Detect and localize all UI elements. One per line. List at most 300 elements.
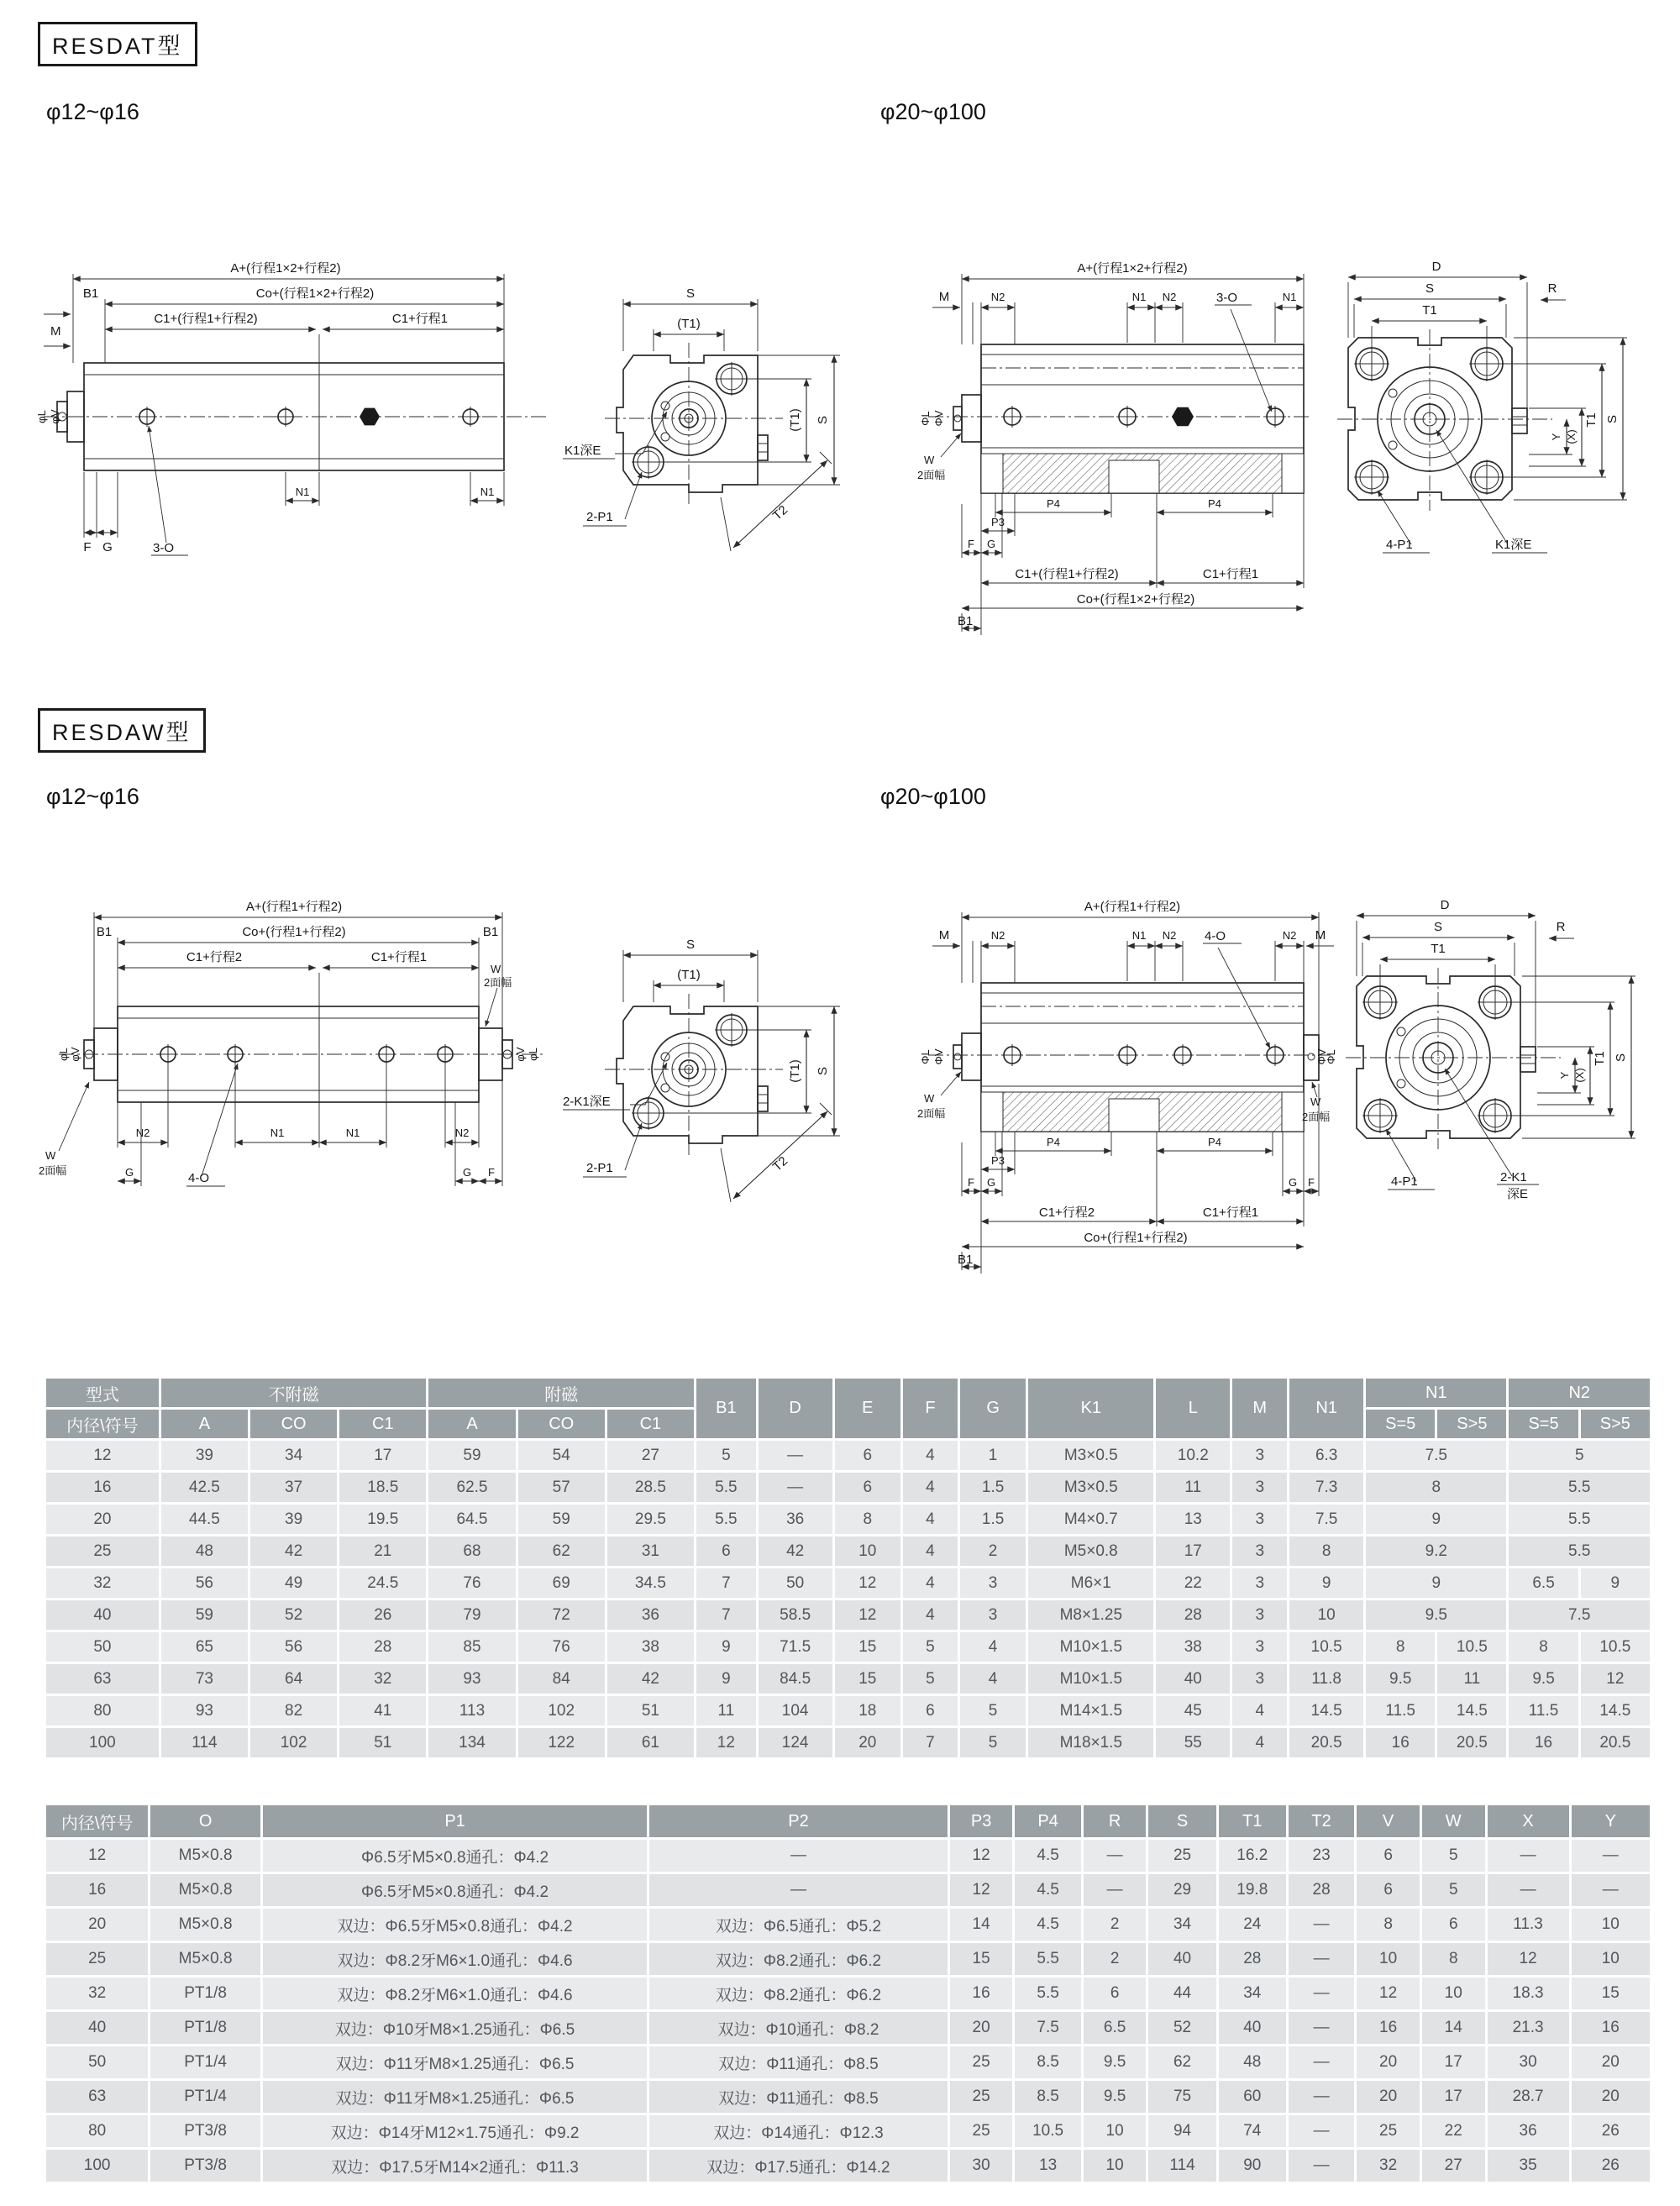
dim-label-g: G: [1288, 1176, 1298, 1189]
data-cell: —: [1289, 2081, 1354, 2113]
data-cell: 10.5: [1289, 1632, 1363, 1662]
data-cell: 32: [1357, 2150, 1420, 2182]
dim-label-y: Y: [1550, 433, 1562, 441]
data-cell: 4: [903, 1600, 958, 1630]
table-row: [46, 1632, 1650, 1662]
data-cell: 72: [518, 1600, 605, 1630]
data-cell: 24: [1219, 1909, 1286, 1941]
bore-cell: 16: [46, 1473, 159, 1502]
data-cell: 39: [250, 1505, 337, 1534]
data-cell: 9: [696, 1664, 756, 1694]
data-cell: 双边：Φ14牙M12×1.75通孔：Φ9.2: [263, 2115, 647, 2147]
data-cell: 102: [518, 1696, 605, 1725]
leader-lines: [59, 988, 497, 1186]
bore-cell: 32: [46, 1568, 159, 1598]
data-cell: 18.5: [339, 1473, 426, 1502]
data-cell: 4: [960, 1664, 1026, 1694]
data-cell: 5.5: [1015, 1943, 1080, 1975]
data-cell: 9: [696, 1632, 756, 1662]
dim-label-d: D: [1431, 260, 1441, 274]
data-cell: 28: [339, 1632, 426, 1662]
data-cell: 22: [1422, 2115, 1485, 2147]
data-cell: 34: [250, 1441, 337, 1470]
table-row: [46, 1805, 1650, 1837]
data-cell: 134: [428, 1728, 515, 1757]
bore-cell: 40: [46, 1600, 159, 1630]
data-cell: 4.5: [1015, 1874, 1080, 1906]
data-cell: 6: [1357, 1874, 1420, 1906]
dim-label-p3: P3: [991, 1154, 1005, 1167]
body-outline: [928, 983, 1331, 1132]
data-cell: 14.5: [1289, 1696, 1363, 1725]
data-cell: 93: [161, 1696, 248, 1725]
data-cell: 42: [607, 1664, 694, 1694]
data-cell: 6: [903, 1696, 958, 1725]
resdat-small-side-drawing: [34, 252, 563, 571]
data-cell: 6.5: [1509, 1568, 1578, 1598]
data-cell: 8.5: [1015, 2081, 1080, 2113]
data-cell: 19.8: [1219, 1874, 1286, 1906]
data-cell: 55: [1156, 1728, 1230, 1757]
data-cell: 双边：Φ8.2牙M6×1.0通孔：Φ4.6: [263, 1943, 647, 1975]
data-cell: 10.5: [1437, 1632, 1506, 1662]
bore-cell: 12: [46, 1441, 159, 1470]
header-cell: T1: [1219, 1805, 1286, 1837]
data-cell: 双边：Φ8.2通孔：Φ6.2: [649, 1978, 948, 2009]
header-cell: C1: [607, 1410, 694, 1438]
bore-cell: 80: [46, 2115, 148, 2147]
data-cell: 56: [161, 1568, 248, 1598]
data-cell: 75: [1148, 2081, 1215, 2113]
data-cell: 4: [903, 1505, 958, 1534]
data-cell: 40: [1156, 1664, 1230, 1694]
data-cell: 62: [1148, 2046, 1215, 2078]
data-cell: 8: [1357, 1909, 1420, 1941]
header-cell: P4: [1015, 1805, 1080, 1837]
bore-range-small: φ12~φ16: [46, 784, 139, 809]
header-cell: P1: [263, 1805, 647, 1837]
data-cell: 10: [1572, 1943, 1650, 1975]
bore-cell: 32: [46, 1978, 148, 2009]
dim-label-t1-right: (T1): [788, 408, 802, 432]
data-cell: 5.5: [1509, 1505, 1650, 1534]
dim-label-n1: N1: [1131, 929, 1147, 942]
data-cell: 14.5: [1437, 1696, 1506, 1725]
header-n2-group: N2: [1509, 1379, 1650, 1407]
table-row: [46, 1505, 1650, 1534]
data-cell: 双边：Φ11牙M8×1.25通孔：Φ6.5: [263, 2081, 647, 2113]
bore-range-small: φ12~φ16: [46, 99, 139, 124]
data-cell: —: [1572, 1840, 1650, 1872]
data-cell: 5.5: [696, 1473, 756, 1502]
data-cell: 7: [903, 1728, 958, 1757]
data-cell: 6: [835, 1441, 900, 1470]
data-cell: PT3/8: [150, 2150, 260, 2182]
data-cell: 4: [903, 1536, 958, 1566]
data-cell: 52: [250, 1600, 337, 1630]
dim-label-s: S: [1433, 920, 1443, 934]
data-cell: 6: [1357, 1840, 1420, 1872]
dim-label-p3: P3: [991, 516, 1005, 528]
data-cell: 52: [1148, 2012, 1215, 2044]
dim-label-c1-left: C1+(行程1+行程2): [154, 312, 258, 326]
data-cell: 29: [1148, 1874, 1215, 1906]
dim-label-n1: N1: [295, 486, 310, 498]
data-cell: 39: [161, 1441, 248, 1470]
data-cell: 17: [1156, 1536, 1230, 1566]
dim-label-w: W: [45, 1149, 56, 1162]
header-cell: Y: [1572, 1805, 1650, 1837]
resdat-large-side-drawing: [916, 252, 1319, 638]
data-cell: 51: [607, 1696, 694, 1725]
dim-label-2k1: 2-K1: [1500, 1170, 1527, 1184]
data-cell: 58.5: [759, 1600, 832, 1630]
data-cell: 11.5: [1509, 1696, 1578, 1725]
extension-lines: [1348, 282, 1627, 500]
data-cell: 7.5: [1509, 1600, 1650, 1630]
data-cell: 8: [1366, 1473, 1506, 1502]
data-cell: 9.5: [1084, 2046, 1147, 2078]
data-cell: 10: [1084, 2150, 1147, 2182]
header-cell: P2: [649, 1805, 948, 1837]
header-cell: 内径\符号: [46, 1410, 159, 1438]
data-cell: 68: [428, 1536, 515, 1566]
dim-label-m: M: [938, 290, 950, 304]
header-cell: N1: [1289, 1379, 1363, 1438]
dim-label-w: W: [924, 1092, 935, 1105]
data-cell: 90: [1219, 2150, 1286, 2182]
dim-label-n2: N2: [1162, 291, 1177, 303]
table-row: [46, 1943, 1650, 1975]
header-cell: V: [1357, 1805, 1420, 1837]
resdat-small-end-drawing: [563, 252, 924, 571]
data-cell: 64.5: [428, 1505, 515, 1534]
table-row: [46, 1696, 1650, 1725]
data-cell: 9.5: [1366, 1600, 1506, 1630]
data-cell: —: [1289, 2115, 1354, 2147]
dim-label-c1-right: C1+行程1: [1202, 567, 1259, 581]
resdat-large-end-drawing: [1327, 252, 1663, 571]
header-cell: O: [150, 1805, 260, 1837]
data-cell: 5.5: [1509, 1536, 1650, 1566]
data-cell: 6.5: [1084, 2012, 1147, 2044]
dim-label-phi-l: ΦL: [919, 1049, 932, 1064]
data-cell: 62: [518, 1536, 605, 1566]
data-cell: 18.3: [1488, 1978, 1569, 2009]
table-row: [46, 1473, 1650, 1502]
data-cell: 5: [903, 1632, 958, 1662]
dim-label-w2: 2面幅: [917, 469, 946, 481]
data-cell: 双边：Φ8.2通孔：Φ6.2: [649, 1943, 948, 1975]
body-outline: [59, 1006, 546, 1102]
data-cell: 16: [1357, 2012, 1420, 2044]
dim-label-4o: 4-O: [1205, 929, 1226, 943]
bore-cell: 50: [46, 1632, 159, 1662]
data-cell: 7: [696, 1600, 756, 1630]
data-cell: 44.5: [161, 1505, 248, 1534]
data-cell: M3×0.5: [1028, 1473, 1153, 1502]
data-cell: 62.5: [428, 1473, 515, 1502]
dim-label-n2: N2: [1162, 929, 1177, 942]
table-row: [46, 1728, 1650, 1757]
leader-lines: [941, 943, 1317, 1097]
dim-label-phi-v: ΦV: [932, 1048, 945, 1065]
dim-label-s: S: [1425, 281, 1435, 296]
data-cell: 8: [1422, 1943, 1485, 1975]
data-cell: —: [1289, 1978, 1354, 2009]
data-cell: 36: [607, 1600, 694, 1630]
data-cell: 10.5: [1015, 2115, 1080, 2147]
data-cell: 28.7: [1488, 2081, 1569, 2113]
bore-cell: 25: [46, 1536, 159, 1566]
data-cell: 7.5: [1289, 1505, 1363, 1534]
dim-label-s-right: S: [816, 1066, 830, 1076]
data-cell: 9: [1581, 1568, 1650, 1598]
data-cell: 双边：Φ11通孔：Φ8.5: [649, 2081, 948, 2113]
dim-label-p4: P4: [1047, 1136, 1060, 1148]
data-cell: 59: [161, 1600, 248, 1630]
dim-label-b1: B1: [82, 286, 99, 301]
header-no-magnet: 不附磁: [161, 1379, 427, 1407]
dim-label-co: Co+(行程1×2+行程2): [255, 286, 375, 301]
data-cell: 2: [960, 1536, 1026, 1566]
data-cell: M10×1.5: [1028, 1664, 1153, 1694]
data-cell: 113: [428, 1696, 515, 1725]
leader-lines: [563, 1063, 667, 1177]
table-a-body: [46, 1441, 1650, 1757]
dim-label-w: W: [1310, 1095, 1321, 1108]
data-cell: 23: [1289, 1840, 1354, 1872]
dim-label-b1: B1: [96, 925, 113, 939]
data-cell: 20: [1357, 2046, 1420, 2078]
data-cell: 4: [1232, 1728, 1287, 1757]
data-cell: 50: [759, 1568, 832, 1598]
data-cell: 71.5: [759, 1632, 832, 1662]
extension-lines: [623, 950, 840, 1202]
extension-lines: [94, 912, 502, 1186]
dim-label-c1-left: C1+(行程1+行程2): [1015, 567, 1119, 581]
data-cell: 26: [339, 1600, 426, 1630]
dim-label-t1: T1: [1431, 942, 1446, 956]
data-cell: Φ6.5牙M5×0.8通孔：Φ4.2: [263, 1874, 647, 1906]
header-cell: C1: [339, 1410, 426, 1438]
data-cell: 12: [950, 1840, 1013, 1872]
data-cell: 84: [518, 1664, 605, 1694]
dimension-table-a: [44, 1376, 1652, 1760]
dim-label-a: A+(行程1+行程2): [245, 900, 343, 914]
dim-label-c1-right: C1+行程1: [391, 312, 449, 326]
dim-label-co: Co+(行程1+行程2): [242, 925, 346, 939]
dim-label-b1: B1: [958, 614, 974, 628]
data-cell: 59: [428, 1441, 515, 1470]
data-cell: 9.2: [1366, 1536, 1506, 1566]
data-cell: —: [759, 1473, 832, 1502]
data-cell: 3: [960, 1568, 1026, 1598]
table-a-header: [46, 1379, 1650, 1438]
data-cell: 8: [1509, 1632, 1578, 1662]
resdaw-small-side-drawing: [34, 890, 563, 1243]
data-cell: 4.5: [1015, 1909, 1080, 1941]
data-cell: —: [1572, 1874, 1650, 1906]
data-cell: 9: [1366, 1568, 1506, 1598]
dim-label-f: F: [968, 538, 974, 550]
data-cell: 双边：Φ11通孔：Φ8.5: [649, 2046, 948, 2078]
data-cell: 11.5: [1366, 1696, 1435, 1725]
data-cell: 5: [1422, 1840, 1485, 1872]
data-cell: 104: [759, 1696, 832, 1725]
data-cell: 82: [250, 1696, 337, 1725]
data-cell: 59: [518, 1505, 605, 1534]
data-cell: 16: [950, 1978, 1013, 2009]
data-cell: 14: [1422, 2012, 1485, 2044]
data-cell: 2: [1084, 1909, 1147, 1941]
data-cell: 3: [1232, 1600, 1287, 1630]
data-cell: 30: [1488, 2046, 1569, 2078]
data-cell: 12: [1581, 1664, 1650, 1694]
data-cell: 8.5: [1015, 2046, 1080, 2078]
table-row: [46, 2046, 1650, 2078]
header-cell: S=5: [1509, 1410, 1578, 1438]
dim-label-c1-right: C1+行程1: [1202, 1205, 1259, 1220]
header-n1-group: N1: [1366, 1379, 1506, 1407]
data-cell: 16: [1509, 1728, 1578, 1757]
table-row: [46, 1874, 1650, 1906]
data-cell: 29.5: [607, 1505, 694, 1534]
dim-label-w2: 2面幅: [484, 976, 512, 989]
data-cell: 9: [1366, 1505, 1506, 1534]
dimension-table-b: [44, 1803, 1652, 2184]
data-cell: 34.5: [607, 1568, 694, 1598]
leader-lines: [563, 412, 667, 526]
data-cell: 3: [1232, 1536, 1287, 1566]
data-cell: 64: [250, 1664, 337, 1694]
data-cell: 48: [161, 1536, 248, 1566]
data-cell: 双边：Φ10牙M8×1.25通孔：Φ6.5: [263, 2012, 647, 2044]
hex-plug: [1172, 407, 1194, 426]
table-row: [46, 2012, 1650, 2044]
data-cell: 4: [960, 1632, 1026, 1662]
resdaw-small-end-drawing: [563, 903, 924, 1239]
data-cell: 4: [903, 1568, 958, 1598]
data-cell: 12: [835, 1568, 900, 1598]
data-cell: 6: [1422, 1909, 1485, 1941]
data-cell: M5×0.8: [150, 1943, 260, 1975]
data-cell: 102: [250, 1728, 337, 1757]
dim-label-n1: N1: [345, 1127, 360, 1139]
dim-label-phi-l: ΦL: [919, 411, 932, 426]
dim-label-g: G: [124, 1166, 134, 1179]
data-cell: 9.5: [1084, 2081, 1147, 2113]
bore-cell: 20: [46, 1505, 159, 1534]
header-cell: L: [1156, 1379, 1230, 1438]
data-cell: M10×1.5: [1028, 1632, 1153, 1662]
data-cell: 34: [1219, 1978, 1286, 2009]
data-cell: 13: [1015, 2150, 1080, 2182]
data-cell: 15: [835, 1632, 900, 1662]
bore-cell: 100: [46, 1728, 159, 1757]
data-cell: 10.5: [1581, 1632, 1650, 1662]
dim-label-n2: N2: [1282, 929, 1297, 942]
extension-lines: [1357, 921, 1635, 1138]
data-cell: 17: [339, 1441, 426, 1470]
dim-label-n1: N1: [1282, 291, 1297, 303]
dim-label-f: F: [488, 1166, 495, 1179]
data-cell: 69: [518, 1568, 605, 1598]
data-cell: 4: [903, 1473, 958, 1502]
data-cell: —: [649, 1840, 948, 1872]
data-cell: PT1/8: [150, 2012, 260, 2044]
data-cell: 85: [428, 1632, 515, 1662]
header-cell: D: [759, 1379, 832, 1438]
data-cell: 8: [835, 1505, 900, 1534]
table-row: [46, 2150, 1650, 2182]
data-cell: 20: [835, 1728, 900, 1757]
data-cell: 41: [339, 1696, 426, 1725]
header-cell: T2: [1289, 1805, 1354, 1837]
data-cell: 34: [1148, 1909, 1215, 1941]
table-row: [46, 1441, 1650, 1470]
data-cell: M5×0.8: [150, 1909, 260, 1941]
data-cell: 6.3: [1289, 1441, 1363, 1470]
dim-label-s-right: S: [1605, 414, 1620, 424]
data-cell: 61: [607, 1728, 694, 1757]
dim-label-f: F: [83, 540, 92, 554]
data-cell: —: [1289, 2150, 1354, 2182]
data-cell: —: [1289, 1943, 1354, 1975]
dim-label-t1: T1: [1422, 303, 1437, 318]
dim-label-t1-right: T1: [1584, 412, 1599, 428]
data-cell: 双边：Φ6.5牙M5×0.8通孔：Φ4.2: [263, 1909, 647, 1941]
dim-label-3o: 3-O: [153, 541, 175, 555]
dim-label-n2: N2: [454, 1127, 470, 1139]
data-cell: 14.5: [1581, 1696, 1650, 1725]
dim-label-t1-right: T1: [1593, 1051, 1607, 1066]
data-cell: —: [1289, 2012, 1354, 2044]
data-cell: —: [649, 1874, 948, 1906]
header-cell: S>5: [1437, 1410, 1506, 1438]
dim-label-r: R: [1547, 281, 1557, 296]
data-cell: 28: [1156, 1600, 1230, 1630]
dimension-lines: [623, 955, 834, 1199]
data-cell: 20: [950, 2012, 1013, 2044]
data-cell: 6: [696, 1536, 756, 1566]
dim-label-c1-left: C1+行程2: [1038, 1205, 1095, 1220]
data-cell: PT1/4: [150, 2081, 260, 2113]
dim-label-d: D: [1440, 898, 1450, 912]
data-cell: 30: [950, 2150, 1013, 2182]
data-cell: 16: [1572, 2012, 1650, 2044]
data-cell: 5: [960, 1696, 1026, 1725]
dim-label-a: A+(行程1×2+行程2): [230, 261, 341, 276]
data-cell: 10: [1357, 1943, 1420, 1975]
header-cell: 内径\符号: [46, 1805, 148, 1837]
table-b-header: [46, 1805, 1650, 1837]
bore-cell: 12: [46, 1840, 148, 1872]
data-cell: PT3/8: [150, 2115, 260, 2147]
header-cell: F: [903, 1379, 958, 1438]
section-title-resdat: RESDAT型: [38, 22, 197, 66]
dim-label-phi-l: φL: [57, 1048, 70, 1061]
bore-cell: 50: [46, 2046, 148, 2078]
dim-label-4p1: 4-P1: [1391, 1174, 1418, 1189]
data-cell: 10: [1289, 1600, 1363, 1630]
data-cell: 54: [518, 1441, 605, 1470]
header-cell: CO: [250, 1410, 337, 1438]
header-magnet: 附磁: [428, 1379, 694, 1407]
data-cell: M5×0.8: [1028, 1536, 1153, 1566]
section-title-resdaw: RESDAW型: [38, 708, 206, 753]
dim-label-2p1: 2-P1: [586, 510, 613, 524]
